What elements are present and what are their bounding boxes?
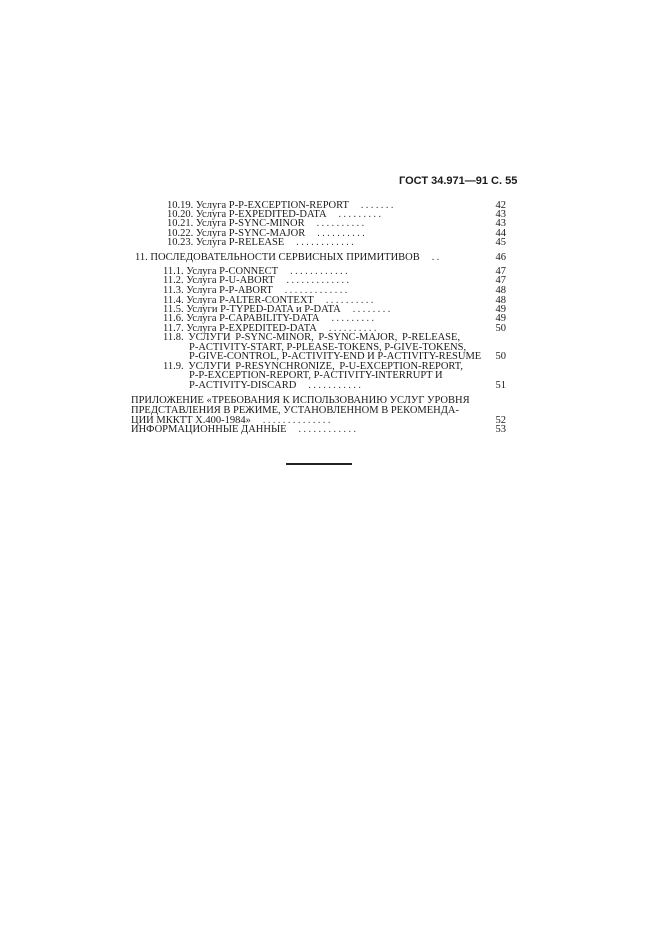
entry-title: P-CONNECT [219, 266, 279, 277]
entry-number: 11.1. Услуга [163, 266, 220, 277]
page-number: 50 [495, 351, 506, 362]
dot-leader: . . . . . . . . . . . . [290, 266, 348, 277]
entry-title: P-CAPABILITY-DATA [219, 313, 320, 324]
dot-leader: . . . . . . . . . . [316, 218, 365, 229]
entry-11-9-line2: P-P-EXCEPTION-REPORT, P-ACTIVITY-INTERRUPT И [189, 370, 443, 381]
entry-number: 11.2. Услуга [163, 275, 220, 286]
entry-title: P-P-EXCEPTION-REPORT [228, 200, 349, 211]
entry-title: P-TYPED-DATA и P-DATA [220, 304, 341, 315]
toc-entry [167, 237, 284, 248]
entry-title: P-SYNC-MAJOR [228, 228, 306, 239]
entry-number: 10.19. Услуга [167, 200, 229, 211]
end-rule [286, 463, 352, 465]
entry-title: P-U-ABORT [219, 275, 275, 286]
entry-number: 11. [135, 252, 151, 263]
page-number: 53 [495, 424, 506, 435]
appendix-line3: ЦИИ МККТТ Х.400-1984» [131, 415, 251, 426]
dot-leader: . . . . . . . . . . . . . [286, 275, 350, 286]
page-number: 49 [495, 313, 506, 324]
page-number: 48 [495, 295, 506, 306]
dot-leader: . . . . . . . . . . [325, 295, 374, 306]
dot-leader: . . . . . . . . . . . . . . [262, 415, 331, 426]
dot-leader: . . . . . . . . . . [317, 228, 365, 239]
entry-number: 11.4. Услуга [163, 295, 220, 306]
dot-leader: . . . . . . . . [352, 304, 391, 315]
page-number: 47 [495, 275, 506, 286]
dot-leader: . . . . . . . . . . . . . [284, 285, 348, 296]
page-number: 52 [495, 415, 506, 426]
dot-leader: . . . . . . . [360, 200, 394, 211]
dot-leader: . . . . . . . . . . . . [296, 237, 354, 248]
page-header: ГОСТ 34.971—91 С. 55 [399, 175, 518, 187]
entry-title: P-EXPEDITED-DATA [219, 323, 317, 334]
entry-number: 10.22. Услуга [167, 228, 229, 239]
entry-11-8-line1: 11.8. УСЛУГИ P-SYNC-MINOR, P-SYNC-MAJOR, P-RELEASE, [163, 332, 461, 343]
page-number: 45 [495, 237, 506, 248]
page-number: 43 [495, 209, 506, 220]
dot-leader: . . . . . . . . . [338, 209, 382, 220]
entry-title: ПОСЛЕДОВАТЕЛЬНОСТИ СЕРВИСНЫХ ПРИМИТИВОВ [150, 252, 420, 263]
page-number: 44 [495, 228, 506, 239]
entry-title: P-RELEASE [228, 237, 285, 248]
entry-title: P-SYNC-MINOR [228, 218, 305, 229]
entry-number: 10.21. Услуга [167, 218, 229, 229]
entry-number: 10.23. Услуга [167, 237, 229, 248]
entry-number: 10.20. Услуга [167, 209, 229, 220]
entry-title: P-EXPEDITED-DATA [228, 209, 327, 220]
entry-title: P-P-ABORT [219, 285, 273, 296]
dot-leader: . . . . . . . . . [331, 313, 374, 324]
page-number: 48 [495, 285, 506, 296]
entry-number: 11.5. Услуги [163, 304, 221, 315]
page-number: 51 [495, 380, 506, 391]
dot-leader: . . . . . . . . . . . . [298, 424, 357, 435]
page-number: 50 [495, 323, 506, 334]
info-entry: ИНФОРМАЦИОННЫЕ ДАННЫЕ [131, 424, 287, 435]
entry-11-9-line3: P-ACTIVITY-DISCARD [189, 380, 297, 391]
page-number: 49 [495, 304, 506, 315]
toc-entry [135, 252, 420, 263]
dot-leader: . . . . . . . . . . . [308, 380, 361, 391]
appendix-line2: ПРЕДСТАВЛЕНИЯ В РЕЖИМЕ, УСТАНОВЛЕННОМ В РЕКОМЕНДА- [131, 405, 459, 416]
dot-leader: . . [431, 252, 440, 263]
page-number: 43 [495, 218, 506, 229]
entry-11-9-line1: 11.9. УСЛУГИ P-RESYNCHRONIZE, P-U-EXCEPTION-REPORT, [163, 361, 464, 372]
entry-number: 11.3. Услуга [163, 285, 220, 296]
entry-11-8-line2: P-ACTIVITY-START, P-PLEASE-TOKENS, P-GIVE-TOKENS, [189, 342, 467, 353]
dot-leader: . . . . . . . . . . [328, 323, 377, 334]
entry-number: 11.6. Услуга [163, 313, 220, 324]
page-number: 46 [495, 252, 506, 263]
entry-11-8-line3: P-GIVE-CONTROL, P-ACTIVITY-END И P-ACTIVITY-RESUME [189, 351, 482, 362]
page-number: 42 [495, 200, 506, 211]
appendix-line1: ПРИЛОЖЕНИЕ «ТРЕБОВАНИЯ К ИСПОЛЬЗОВАНИЮ УСЛУГ УРОВНЯ [131, 395, 470, 406]
page-number: 47 [495, 266, 506, 277]
entry-title: P-ALTER-CONTEXT [219, 295, 314, 306]
entry-number: 11.7. Услуга [163, 323, 220, 334]
